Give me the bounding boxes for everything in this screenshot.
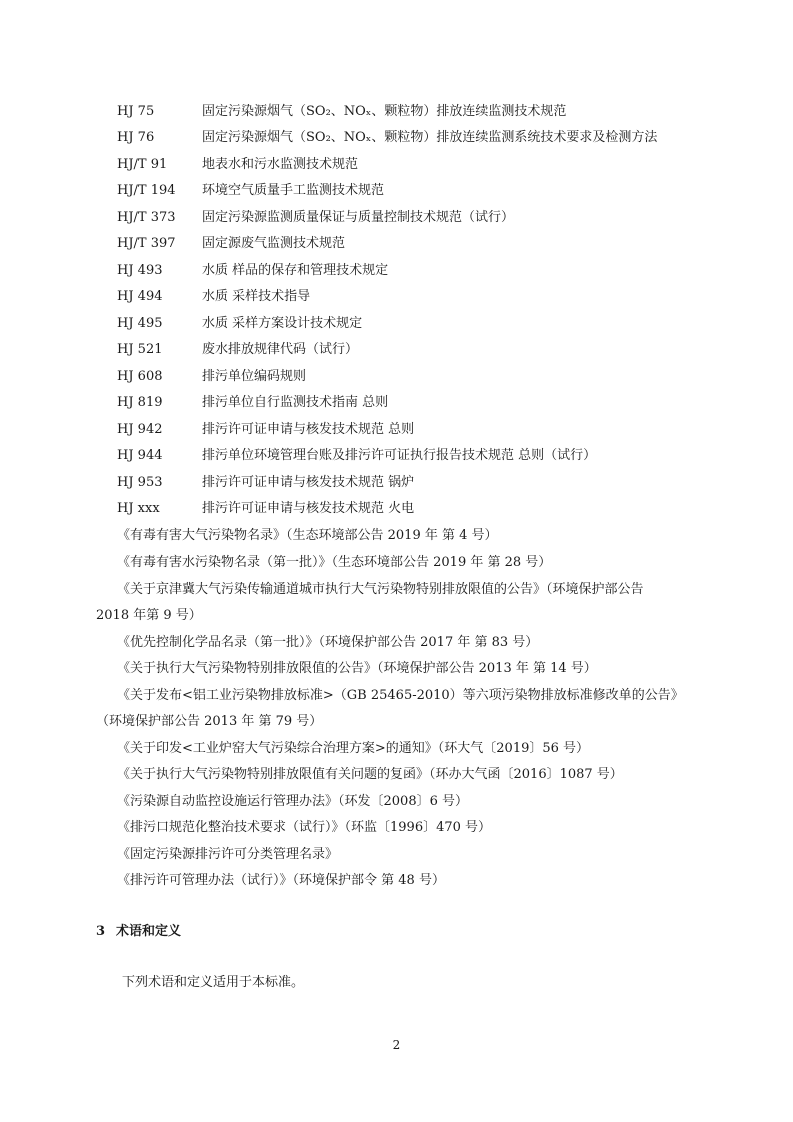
reference-item: 《关于执行大气污染物特别排放限值的公告》（环境保护部公告 2013 年 第 14 号） [117, 661, 597, 676]
standard-code: HJ 75 [117, 104, 155, 119]
standard-row [117, 390, 388, 416]
standard-row [117, 470, 414, 496]
standard-code: HJ xxx [117, 501, 160, 516]
standard-code: HJ 493 [117, 263, 163, 278]
standard-row [117, 178, 384, 204]
standard-row [117, 205, 514, 231]
standard-code: HJ 942 [117, 422, 163, 437]
reference-item: 《关于发布<铝工业污染物排放标准>（GB 25465-2010）等六项污染物排放标准修改单的公告》 [117, 688, 684, 703]
standard-title: 排污单位环境管理台账及排污许可证执行报告技术规范 总则（试行） [202, 448, 597, 463]
standard-code: HJ 953 [117, 475, 163, 490]
standard-row [117, 443, 596, 469]
reference-item: 《优先控制化学品名录（第一批）》（环境保护部公告 2017 年 第 83 号） [117, 635, 539, 650]
reference-item: 《关于印发<工业炉窑大气污染综合治理方案>的通知》（环大气〔2019〕56 号） [117, 741, 590, 756]
standard-code: HJ 944 [117, 448, 163, 463]
reference-item: 《关于京津冀大气污染传输通道城市执行大气污染物特别排放限值的公告》（环境保护部公告 [117, 582, 644, 597]
section-heading [96, 919, 181, 945]
standard-code: HJ 819 [117, 395, 163, 410]
section-number: 3 [96, 924, 106, 939]
standard-title: 排污许可证申请与核发技术规范 总则 [202, 422, 415, 437]
standard-code: HJ/T 373 [117, 210, 176, 225]
standard-row [117, 364, 306, 390]
reference-item: 《有毒有害水污染物名录（第一批）》（生态环境部公告 2019 年 第 28 号） [117, 555, 552, 570]
reference-item-continuation: （环境保护部公告 2013 年 第 79 号） [96, 714, 323, 729]
standard-title: 水质 样品的保存和管理技术规定 [202, 263, 389, 278]
standard-title: 水质 采样技术指导 [202, 289, 311, 304]
reference-item: 《排污口规范化整治技术要求（试行）》（环监〔1996〕470 号） [117, 820, 492, 835]
standard-title: 固定污染源监测质量保证与质量控制技术规范（试行） [202, 210, 515, 225]
standard-row [117, 258, 388, 284]
standard-row [117, 284, 310, 310]
standard-title: 排污单位自行监测技术指南 总则 [202, 395, 389, 410]
standard-code: HJ 494 [117, 289, 163, 304]
section-title: 术语和定义 [116, 924, 182, 939]
standard-title: 废水排放规律代码（试行） [202, 342, 359, 357]
standard-code: HJ 495 [117, 316, 163, 331]
reference-item-continuation: 2018 年第 9 号） [96, 608, 202, 623]
standard-title: 固定污染源烟气（SO₂、NOₓ、颗粒物）排放连续监测技术规范 [202, 104, 567, 119]
standard-title: 排污单位编码规则 [202, 369, 307, 384]
reference-item: 《排污许可管理办法（试行）》（环境保护部令 第 48 号） [117, 873, 445, 888]
standard-title: 地表水和污水监测技术规范 [202, 157, 359, 172]
standard-title: 固定源废气监测技术规范 [202, 236, 346, 251]
section-intro-paragraph: 下列术语和定义适用于本标准。 [122, 975, 305, 990]
standard-code: HJ/T 91 [117, 157, 168, 172]
standard-title: 排污许可证申请与核发技术规范 锅炉 [202, 475, 415, 490]
standard-row [117, 496, 414, 522]
page-number: 2 [392, 1038, 401, 1052]
standard-title: 环境空气质量手工监测技术规范 [202, 183, 385, 198]
standard-row [117, 337, 358, 363]
standard-code: HJ 521 [117, 342, 163, 357]
standard-row [117, 152, 358, 178]
standard-row [117, 311, 362, 337]
standard-row [117, 125, 657, 151]
reference-item: 《有毒有害大气污染物名录》（生态环境部公告 2019 年 第 4 号） [117, 528, 498, 543]
standard-title: 水质 采样方案设计技术规定 [202, 316, 363, 331]
reference-item: 《关于执行大气污染物特别排放限值有关问题的复函》（环办大气函〔2016〕1087 号） [117, 767, 623, 782]
standard-title: 排污许可证申请与核发技术规范 火电 [202, 501, 415, 516]
reference-item: 《污染源自动监控设施运行管理办法》（环发〔2008〕6 号） [117, 794, 468, 809]
standard-row [117, 417, 414, 443]
standard-row [117, 99, 566, 125]
standard-code: HJ 76 [117, 130, 155, 145]
reference-item: 《固定污染源排污许可分类管理名录》 [117, 847, 339, 862]
standard-title: 固定污染源烟气（SO₂、NOₓ、颗粒物）排放连续监测系统技术要求及检测方法 [202, 130, 658, 145]
standard-row [117, 231, 345, 257]
standard-code: HJ 608 [117, 369, 163, 384]
standard-code: HJ/T 194 [117, 183, 176, 198]
standard-code: HJ/T 397 [117, 236, 176, 251]
